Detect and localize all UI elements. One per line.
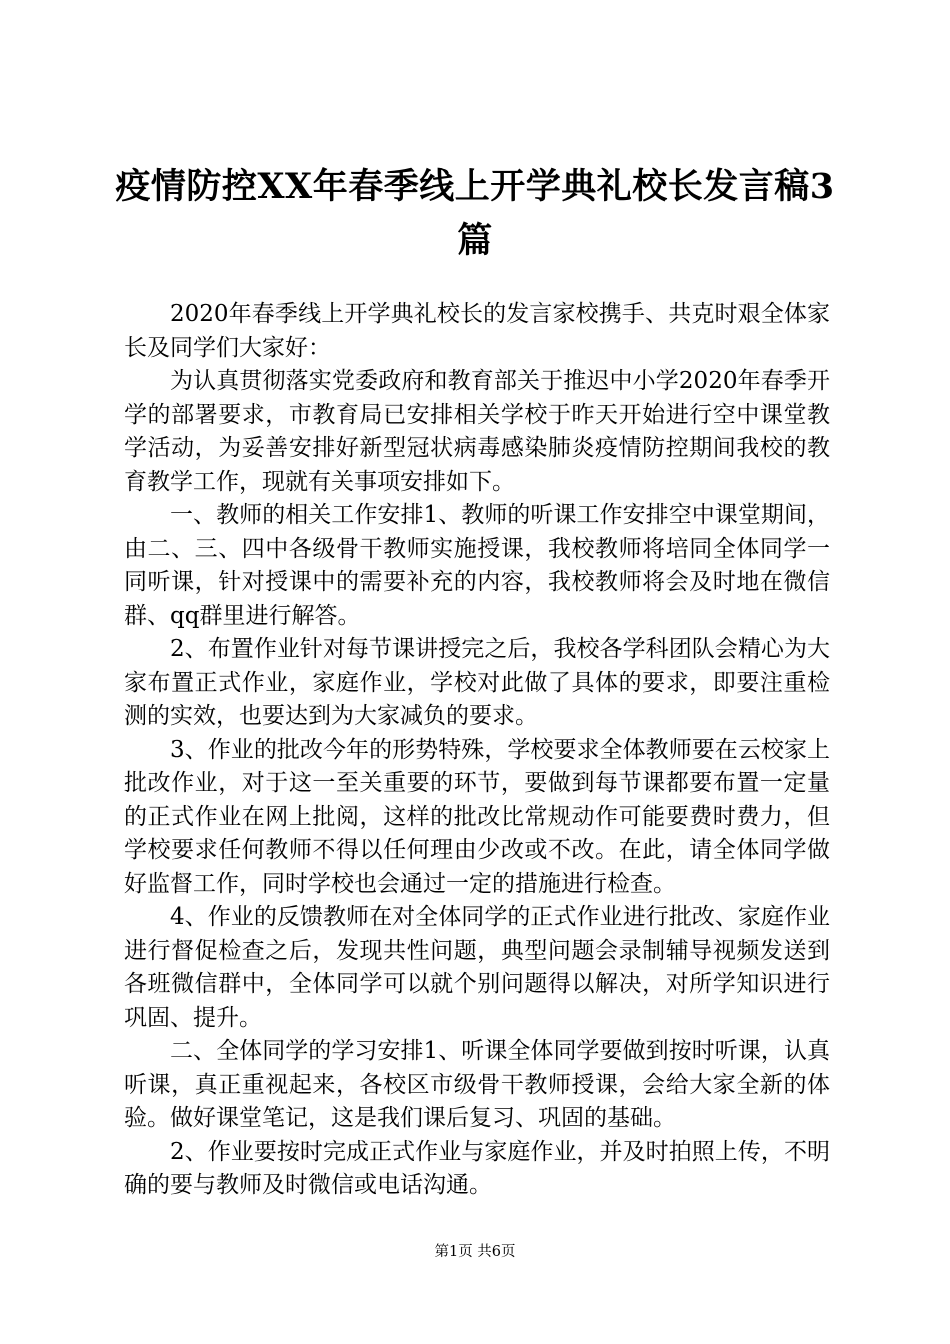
- paragraph-intro: 为认真贯彻落实党委政府和教育部关于推迟中小学2020年春季开学的部署要求，市教育局已安排相关学校于昨天开始进行空中课堂教学活动，为妥善安排好新型冠状病毒感染肺炎疫情防控期间我校的教育教学工作，现就有关事项安排如下。: [124, 368, 830, 495]
- paragraph-greeting: 2020年春季线上开学典礼校长的发言家校携手、共克时艰全体家长及同学们大家好：: [124, 301, 830, 361]
- paragraph-homework-feedback: 4、作业的反馈教师在对全体同学的正式作业进行批改、家庭作业进行督促检查之后，发现共性问题，典型问题会录制辅导视频发送到各班微信群中，全体同学可以就个别问题得以解决，对所学知识进行巩固、提升。: [124, 904, 830, 1031]
- document-body: [124, 298, 830, 1203]
- page-number-footer: 第1页 共6页: [434, 1244, 516, 1260]
- paragraph-homework-assignment: 2、布置作业针对每节课讲授完之后，我校各学科团队会精心为大家布置正式作业，家庭作业，学校对此做了具体的要求，即要注重检测的实效，也要达到为大家减负的要求。: [124, 636, 830, 729]
- paragraph-teacher-arrangement: 一、教师的相关工作安排1、教师的听课工作安排空中课堂期间，由二、三、四中各级骨干教师实施授课，我校教师将培同全体同学一同听课，针对授课中的需要补充的内容，我校教师将会及时地在微信群、qq群里进行解答。: [124, 502, 830, 629]
- paragraph-homework-grading: 3、作业的批改今年的形势特殊，学校要求全体教师要在云校家上批改作业，对于这一至关重要的环节，要做到每节课都要布置一定量的正式作业在网上批阅，这样的批改比常规动作可能要费时费力，但学校要求任何教师不得以任何理由少改或不改。在此，请全体同学做好监督工作，同时学校也会通过一定的措施进行检查。: [124, 736, 830, 897]
- paragraph-homework-completion: 2、作业要按时完成正式作业与家庭作业，并及时拍照上传，不明确的要与教师及时微信或电话沟通。: [124, 1138, 830, 1198]
- document-title: 疫情防控XX年春季线上开学典礼校长发言稿3篇: [115, 166, 835, 261]
- paragraph-student-study: 二、全体同学的学习安排1、听课全体同学要做到按时听课，认真听课，真正重视起来，各校区市级骨干教师授课，会给大家全新的体验。做好课堂笔记，这是我们课后复习、巩固的基础。: [124, 1038, 830, 1131]
